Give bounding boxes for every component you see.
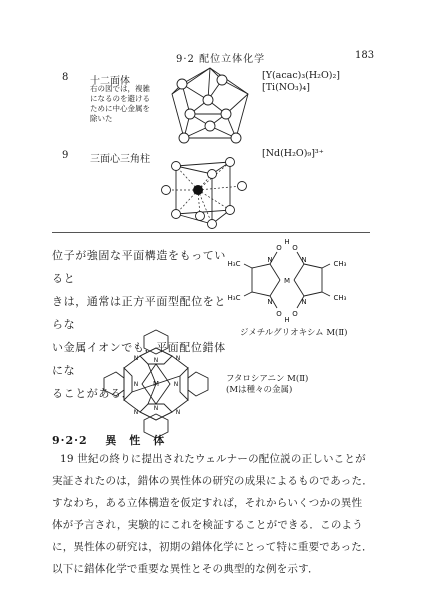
text-line: 実証されたのは，錯体の異性体の研究の成果によるものであった．	[52, 475, 373, 487]
tricapped-prism-figure	[160, 154, 250, 234]
atom-label: N	[301, 256, 307, 264]
atom-label: N	[133, 409, 139, 416]
atom-label: N	[267, 256, 273, 264]
text-line: い金属イオンでも，平面配位錯体にな	[52, 341, 226, 377]
text-line: きは，通常は正方平面型配位をとらな	[52, 295, 226, 331]
pc-caption-line: (Mは種々の金属)	[226, 385, 293, 395]
dmg-caption: ジメチルグリオキシム M(Ⅱ)	[240, 328, 348, 338]
geometry-name: 三面心三角柱	[90, 154, 150, 165]
atom-label: N	[175, 409, 181, 416]
row-number: 9	[62, 150, 69, 161]
example-formula: [Ti(NO₃)₄]	[262, 82, 310, 93]
example-formula: [Y(acac)₃(H₂O)₂]	[262, 70, 340, 81]
text-line: ることがある．	[52, 387, 134, 400]
benzo-ring	[188, 372, 208, 396]
text-line: すなわち，ある立体構造を仮定すれば，それからいくつかの異性	[52, 497, 363, 509]
atom-label: O	[276, 310, 282, 318]
atom-label: N	[153, 405, 159, 412]
example-formula: [Nd(H₂O)₉]³⁺	[262, 148, 324, 159]
atom-label: H₃C	[227, 260, 241, 268]
table-bottom-rule	[52, 232, 370, 233]
running-title: 9·2 配位立体化学	[176, 54, 266, 65]
atom-label: N	[301, 298, 307, 306]
pc-caption-line: フタロシアニン M(Ⅱ)	[226, 374, 309, 384]
section-heading	[52, 432, 165, 448]
central-metal-atom	[193, 185, 203, 195]
page-number: 183	[355, 50, 375, 61]
text-line: 体が予言され，実験的にこれを検証することができる．このよう	[52, 519, 363, 531]
pc-caption	[226, 374, 308, 396]
section-title: 異 性 体	[105, 434, 166, 447]
atom-label: CH₃	[333, 294, 347, 302]
atom-label: N	[153, 357, 159, 364]
section-number: 9·2·2	[52, 434, 88, 447]
atom-label: N	[267, 298, 273, 306]
atom-label: M	[152, 380, 160, 388]
row-number: 8	[62, 72, 69, 83]
atom-label: N	[175, 355, 181, 362]
atom-label: N	[133, 355, 139, 362]
dodecahedron-figure	[160, 64, 260, 146]
atom-label: M	[283, 277, 291, 285]
atom-label: N	[173, 381, 179, 388]
atom-label: H₃C	[227, 294, 241, 302]
atom-label: H	[284, 238, 290, 246]
atom-label: O	[292, 244, 298, 252]
atom-label: CH₃	[333, 260, 347, 268]
dimethylglyoxime-structure	[222, 238, 352, 324]
phthalocyanine-structure	[96, 328, 216, 440]
paragraph-isomers	[52, 448, 382, 580]
atom-label: H	[284, 316, 290, 324]
text-line: 位子が強固な平面構造をもっていると	[52, 249, 226, 285]
atom-label: N	[133, 381, 139, 388]
benzo-ring	[104, 372, 124, 396]
atom-label: O	[292, 310, 298, 318]
benzo-ring	[144, 330, 168, 354]
text-line: に，異性体の研究は，初期の錯体化学にとって特に重要であった．	[52, 541, 373, 553]
text-line: 19 世紀の終りに提出されたウェルナーの配位説の正しいことが	[60, 453, 366, 465]
geometry-name: 十二面体	[90, 76, 130, 87]
geometry-note: 右の図では，複雑になるのを避けるために中心金属を除いた	[90, 84, 150, 123]
text-line: 以下に錯体化学で重要な異性とその典型的な例を示す．	[52, 563, 319, 575]
atom-label: O	[276, 244, 282, 252]
